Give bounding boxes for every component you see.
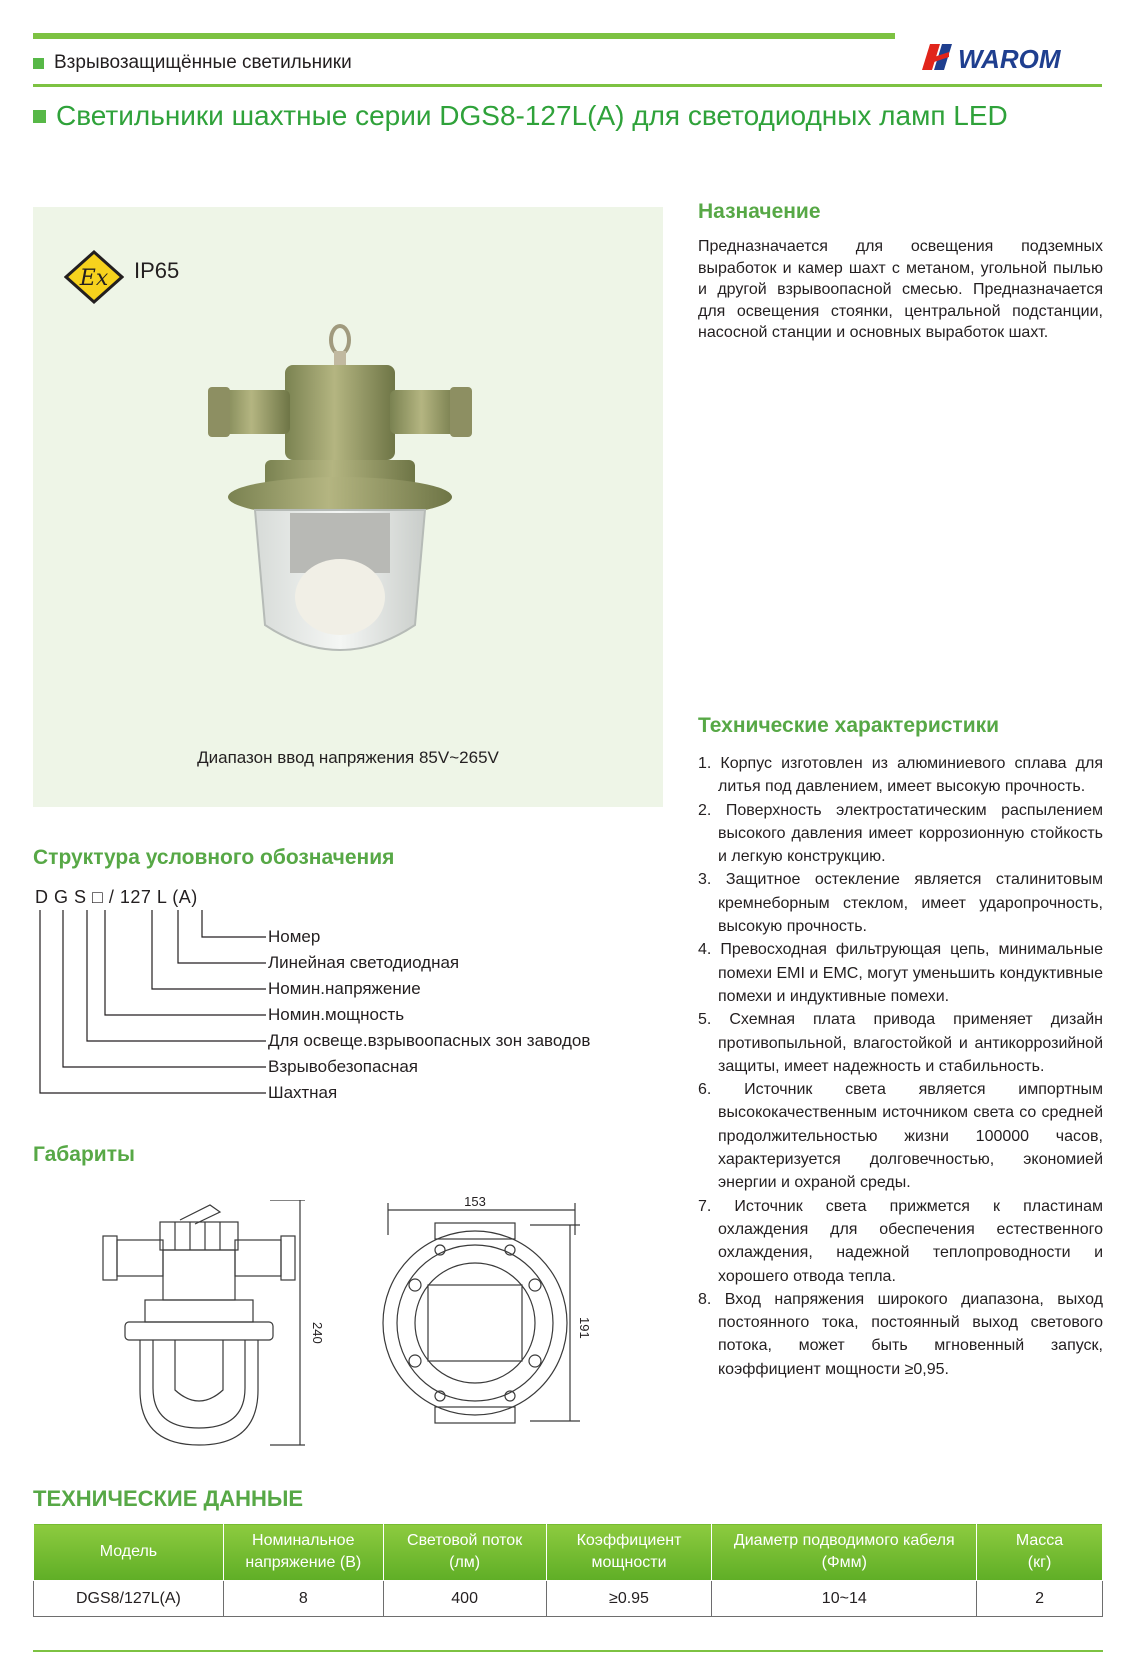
designation-code: D G S □ / 127 L (A) <box>35 887 198 907</box>
legend-item: Взрывобезопасная <box>268 1057 418 1076</box>
dimensions-heading: Габариты <box>33 1143 135 1166</box>
cell-model: DGS8/127L(A) <box>34 1581 224 1617</box>
feature-item: 4. Превосходная фильтрующая цепь, минимальные помехи EMI и EMC, могут уменьшить кондуктивные помехи и индуктивные помехи. <box>698 941 1103 1005</box>
category-heading <box>33 52 352 74</box>
footer-divider <box>33 1650 1103 1652</box>
feature-item: 6. Источник света является импортным высококачественным источником света со средней продолжительностью жизни 100000 часов, характеризуется долговечностью, экономией энергии и охраной среды. <box>698 1081 1103 1192</box>
col-power-factor: Коэффициент мощности <box>546 1524 712 1581</box>
feature-item: 7. Источник света прижмется к пластинам охлаждения для обеспечения естественного охлаждения, надежной теплопроводности и хорошего отвода тепла. <box>698 1197 1103 1285</box>
legend-item: Номин.напряжение <box>268 979 421 998</box>
purpose-heading: Назначение <box>698 200 821 223</box>
lamp-photo <box>190 315 490 695</box>
table-row <box>34 1581 1103 1617</box>
ex-explosion-proof-icon <box>64 250 124 304</box>
cell-flux: 400 <box>383 1581 546 1617</box>
specs-table <box>33 1523 1103 1617</box>
col-flux: Световой поток (лм) <box>383 1524 546 1581</box>
features-list <box>698 752 1103 1381</box>
specs-header-row <box>34 1524 1103 1581</box>
height-dimension: 240 <box>310 1322 325 1344</box>
features-heading: Технические характеристики <box>698 714 1000 737</box>
col-model: Модель <box>34 1524 224 1581</box>
svg-text:Ex: Ex <box>79 266 109 291</box>
legend-item: Шахтная <box>268 1083 338 1102</box>
side-view-drawing <box>95 1200 335 1460</box>
cell-voltage: 8 <box>223 1581 383 1617</box>
width-dimension: 153 <box>464 1195 486 1209</box>
legend-item: Для освеще.взрывоопасных зон заводов <box>268 1031 591 1050</box>
designation-tree-lines <box>30 910 270 1100</box>
designation-heading: Структура условного обозначения <box>33 846 395 869</box>
legend-item: Номин.мощность <box>268 1005 405 1024</box>
warom-logo <box>912 38 1102 78</box>
feature-item: 5. Схемная плата привода применяет дизайн противопыльной, влагостойкой и антикоррозийной защиты, имеет надежность и стабильность. <box>698 1011 1103 1075</box>
cell-power-factor: ≥0.95 <box>546 1581 712 1617</box>
col-voltage: Номинальное напряжение (В) <box>223 1524 383 1581</box>
voltage-range: Диапазон ввод напряжения 85V~265V <box>197 748 499 767</box>
feature-item: 1. Корпус изготовлен из алюминиевого сплава для литья под давлением, имеет высокую прочность. <box>698 755 1103 796</box>
cell-mass: 2 <box>977 1581 1103 1617</box>
top-view-drawing <box>380 1195 600 1445</box>
title-square-icon <box>33 110 46 123</box>
legend-item: Номер <box>268 927 321 946</box>
legend-item: Линейная светодиодная <box>268 953 460 972</box>
top-accent-bar <box>33 33 895 39</box>
brand-name: WAROM <box>958 44 1061 74</box>
page-title <box>33 100 1008 132</box>
col-mass: Масса (кг) <box>977 1524 1103 1581</box>
cell-cable-diameter: 10~14 <box>712 1581 977 1617</box>
ip-rating: IP65 <box>134 258 180 283</box>
specs-heading: ТЕХНИЧЕСКИЕ ДАННЫЕ <box>33 1486 304 1511</box>
col-cable-diameter: Диаметр подводимого кабеля (Φмм) <box>712 1524 977 1581</box>
header-divider <box>33 84 1102 87</box>
feature-item: 8. Вход напряжения широкого диапазона, выход постоянного тока, постоянный выход светового потока, может быть мгновенный запуск, коэффициент мощности ≥0,95. <box>698 1290 1103 1378</box>
feature-item: 3. Защитное остекление является сталинитовым кремнеборным стеклом, имеет ударопрочность, высокую прочность. <box>698 871 1103 936</box>
category-label: Взрывозащищённые светильники <box>54 52 352 73</box>
feature-item: 2. Поверхность электростатическим распылением высокого давления имеет коррозионную стойкость и легкую конструкцию. <box>698 801 1103 866</box>
bullet-square-icon <box>33 58 44 69</box>
purpose-text: Предназначается для освещения подземных выработок и камер шахт с метаном, угольной пылью и другой взрывоопасной смесью. Предназначается для освещения стоянки, центральной подстанции, насосной станции и основных выработок шахт. <box>698 238 1103 341</box>
page-title-text: Светильники шахтные серии DGS8-127L(A) для светодиодных ламп LED <box>56 100 1008 131</box>
depth-dimension: 191 <box>577 1317 592 1339</box>
